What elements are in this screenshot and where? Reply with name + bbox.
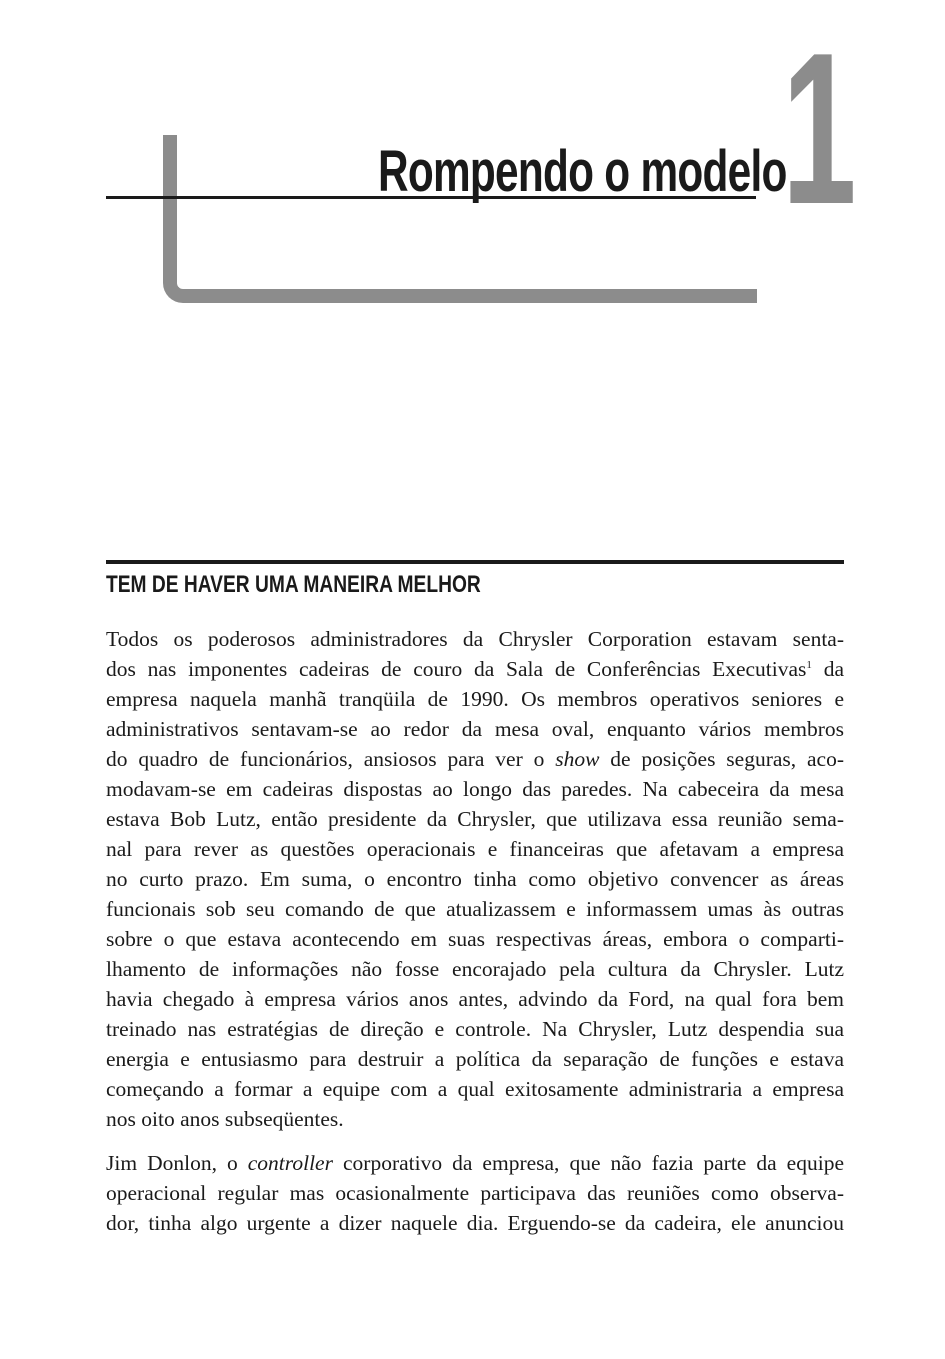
- text-line: sobre o que estava acontecendo em suas respectivas áreas, embora o comparti-: [106, 927, 844, 951]
- text-span: de posições seguras, aco-: [599, 747, 845, 771]
- text-span: dos nas imponentes cadeiras de couro da Sala de Conferências Executivas: [106, 657, 807, 681]
- text-line: energia e entusiasmo para destruir a política da separação de funções e estava: [106, 1047, 844, 1071]
- text-line: [106, 654, 844, 684]
- text-line: dor, tinha algo urgente a dizer naquele dia. Erguendo-se da cadeira, ele anunciou: [106, 1211, 844, 1235]
- text-span: Jim Donlon, o: [106, 1151, 248, 1175]
- section-rule: [106, 560, 844, 564]
- text-line: começando a formar a equipe com a qual exitosamente administraria a empresa: [106, 1077, 844, 1101]
- italic-term: controller: [247, 1151, 333, 1175]
- text-line: nal para rever as questões operacionais e financeiras que afetavam a empresa: [106, 837, 844, 861]
- body-text: [106, 624, 844, 1238]
- text-line: no curto prazo. Em suma, o encontro tinha como objetivo convencer as áreas: [106, 867, 844, 891]
- paragraph-gap: [106, 1134, 844, 1148]
- text-line: operacional regular mas ocasionalmente participava das reuniões como observa-: [106, 1181, 844, 1205]
- section-heading: TEM DE HAVER UMA MANEIRA MELHOR: [106, 571, 481, 598]
- text-line: havia chegado à empresa vários anos antes, advindo da Ford, na qual fora bem: [106, 987, 844, 1011]
- text-line: empresa naquela manhã tranqüila de 1990. Os membros operativos seniores e: [106, 687, 844, 711]
- text-span: da: [811, 657, 844, 681]
- text-line: nos oito anos subseqüentes.: [106, 1107, 344, 1131]
- text-line: treinado nas estratégias de direção e controle. Na Chrysler, Lutz despendia sua: [106, 1017, 844, 1041]
- chapter-title: Rompendo o modelo: [378, 139, 787, 204]
- text-line: [106, 744, 844, 774]
- text-line: Todos os poderosos administradores da Chrysler Corporation estavam senta-: [106, 627, 844, 651]
- text-line: estava Bob Lutz, então presidente da Chrysler, que utilizava essa reunião sema-: [106, 807, 844, 831]
- text-line: lhamento de informações não fosse encorajado pela cultura da Chrysler. Lutz: [106, 957, 844, 981]
- chapter-number: 1: [782, 7, 855, 249]
- footnote-marker: 1: [806, 658, 812, 671]
- paragraph-1: [106, 624, 844, 1134]
- paragraph-2: [106, 1148, 844, 1238]
- text-line: modavam-se em cadeiras dispostas ao longo das paredes. Na cabeceira da mesa: [106, 777, 844, 801]
- text-span: corporativo da empresa, que não fazia parte da equipe: [332, 1151, 844, 1175]
- text-line: funcionais sob seu comando de que atualizassem e informassem umas às outras: [106, 897, 844, 921]
- text-line: [106, 1148, 844, 1178]
- text-span: do quadro de funcionários, ansiosos para ver o: [106, 747, 556, 771]
- text-line: administrativos sentavam-se ao redor da mesa oval, enquanto vários membros: [106, 717, 844, 741]
- italic-term: show: [555, 747, 600, 771]
